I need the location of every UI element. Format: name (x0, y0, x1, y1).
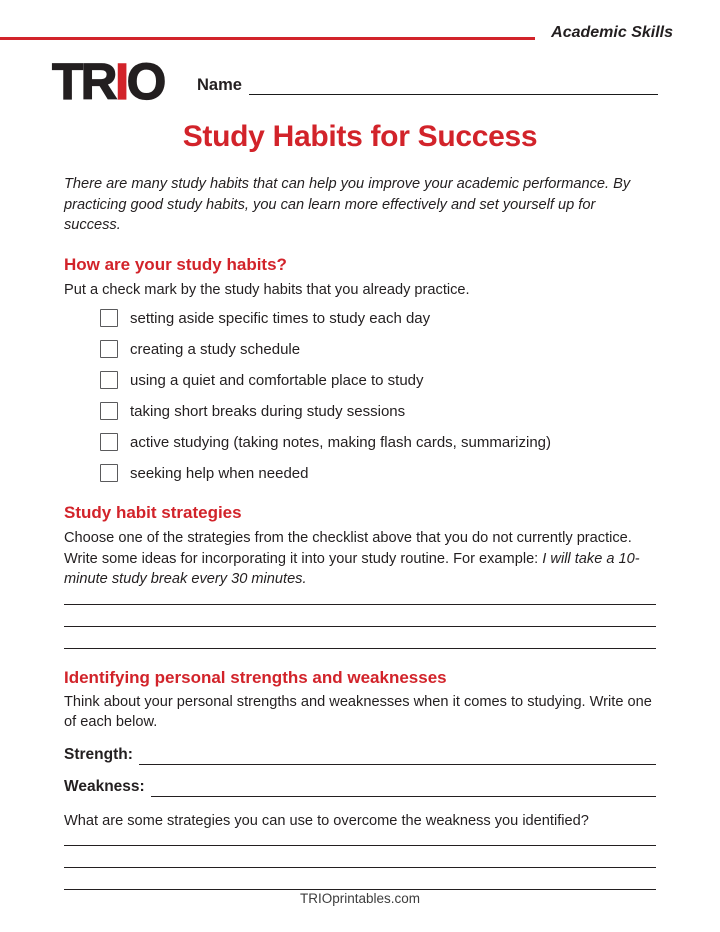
strategies-instruction (64, 528, 656, 590)
checklist-item-label: setting aside specific times to study each day (130, 309, 431, 327)
section-heading-strengths: Identifying personal strengths and weaknesses (64, 667, 447, 687)
answer-line[interactable] (64, 592, 656, 605)
checklist-item (100, 338, 656, 360)
header-rule (0, 37, 535, 40)
checklist-item-label: taking short breaks during study sessions (130, 402, 406, 420)
checkbox[interactable] (100, 309, 118, 327)
trio-logo (52, 53, 164, 110)
weakness-row (64, 773, 656, 797)
weakness-label: Weakness: (64, 778, 145, 795)
worksheet-content (64, 120, 656, 890)
checklist-item (100, 369, 656, 391)
strategies-answer-lines (64, 592, 656, 649)
checklist-item-label: active studying (taking notes, making flash cards, summarizing) (130, 433, 552, 451)
strength-label: Strength: (64, 746, 133, 763)
weakness-input-line[interactable] (151, 773, 656, 797)
checkbox[interactable] (100, 402, 118, 420)
study-habits-checklist (100, 307, 656, 484)
strengths-instruction: Think about your personal strengths and weaknesses when it comes to studying. Write one of each below. (64, 693, 652, 730)
section-heading-checklist: How are your study habits? (64, 254, 287, 274)
checklist-item-label: seeking help when needed (130, 464, 309, 482)
checklist-item (100, 307, 656, 329)
name-input-line[interactable] (249, 69, 658, 95)
footer-site: TRIOprintables.com (299, 891, 421, 906)
answer-line[interactable] (64, 846, 656, 868)
checkbox[interactable] (100, 371, 118, 389)
checkbox[interactable] (100, 340, 118, 358)
name-label: Name (197, 75, 242, 94)
overcome-question: What are some strategies you can use to overcome the weakness you identified? (64, 812, 589, 829)
checklist-item (100, 462, 656, 484)
checklist-item-label: using a quiet and comfortable place to study (130, 371, 424, 389)
answer-line[interactable] (64, 605, 656, 627)
name-row (197, 69, 658, 95)
logo-part-o: O (126, 53, 164, 110)
checklist-item (100, 431, 656, 453)
strategies-instruction-lead: Choose one of the strategies from the checklist above that you do not currently practice. Write some ideas for incorporating it into your study routine. For example: (64, 530, 632, 567)
answer-line[interactable] (64, 868, 656, 890)
strategies-instruction-example: I will take a 10-minute study break every 30 minutes. (64, 550, 640, 587)
strength-input-line[interactable] (139, 741, 656, 765)
intro-paragraph: There are many study habits that can help you improve your academic performance. By practicing good study habits, you can learn more effectively and set yourself up for success. (64, 176, 631, 233)
logo-part-tr: TR (52, 53, 115, 110)
section-heading-strategies: Study habit strategies (64, 503, 242, 522)
strength-row (64, 741, 656, 765)
checklist-instruction: Put a check mark by the study habits that you already practice. (64, 281, 470, 298)
checkbox[interactable] (100, 433, 118, 451)
answer-line[interactable] (64, 627, 656, 649)
answer-line[interactable] (64, 833, 656, 846)
checklist-item-label: creating a study schedule (130, 340, 301, 358)
checklist-item (100, 400, 656, 422)
header-category-label: Academic Skills (551, 24, 673, 41)
logo-part-i: I (114, 53, 127, 110)
overcome-answer-lines (64, 833, 656, 890)
checkbox[interactable] (100, 464, 118, 482)
page-title: Study Habits for Success (182, 120, 538, 153)
